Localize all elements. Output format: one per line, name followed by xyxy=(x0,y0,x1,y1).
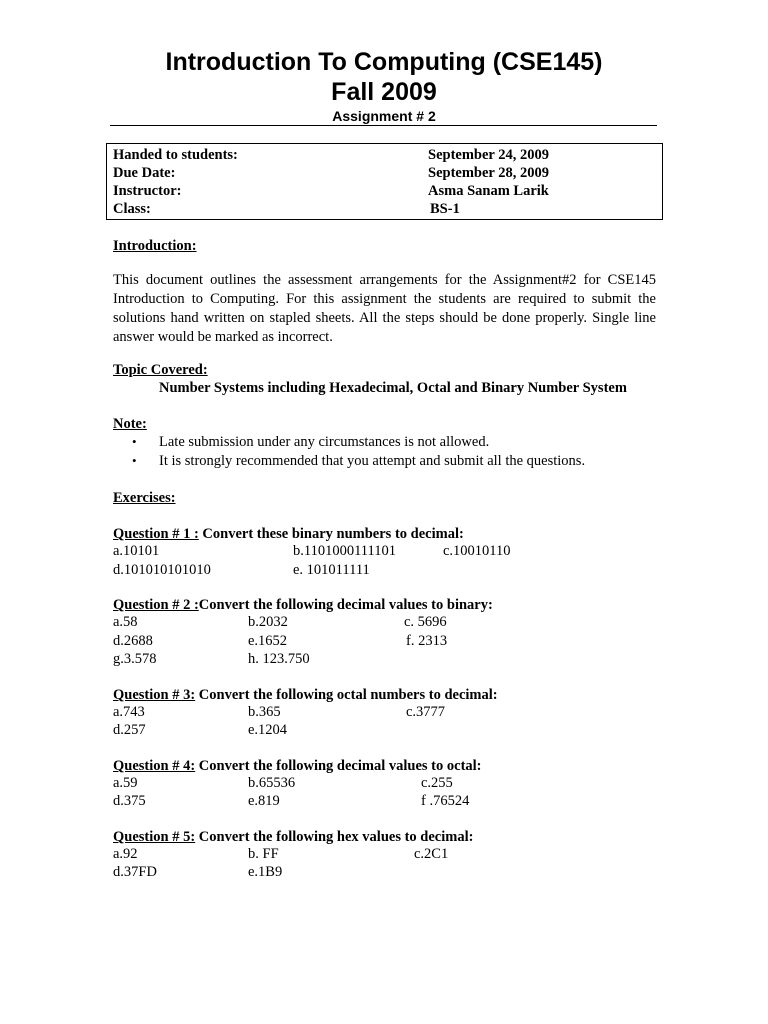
answer-item: e. 101011111 xyxy=(293,562,370,578)
answer-item: a.10101 xyxy=(113,543,160,559)
answer-item: a.58 xyxy=(113,614,138,630)
answer-item: b. FF xyxy=(248,846,279,862)
bullet-icon: • xyxy=(132,434,137,449)
introduction-paragraph: This document outlines the assessment arrangements for the Assignment#2 for CSE145 Introduction to Computing. For this assignment the students are required to submit the solutions hand written on stapled sheets. All the steps should be done properly. Single line answer would be marked as incorrect. xyxy=(113,272,656,345)
question-3 xyxy=(113,686,498,704)
answer-item: e.1B9 xyxy=(248,864,283,880)
introduction-heading: Introduction: xyxy=(113,238,197,254)
answer-item: d.37FD xyxy=(113,864,157,880)
exercises-heading: Exercises: xyxy=(113,490,176,506)
question-2 xyxy=(113,596,493,614)
info-label-instructor: Instructor: xyxy=(113,183,182,199)
question-label: Question # 5: xyxy=(113,829,196,845)
info-value-due: September 28, 2009 xyxy=(428,165,549,181)
question-prompt: Convert the following hex values to decimal: xyxy=(195,829,474,845)
info-value-class: BS-1 xyxy=(430,201,460,217)
note-item-late: Late submission under any circumstances is not allowed. xyxy=(159,434,490,450)
question-label: Question # 3: xyxy=(113,687,196,703)
topic-text: Number Systems including Hexadecimal, Octal and Binary Number System xyxy=(159,380,627,396)
question-prompt: Convert these binary numbers to decimal: xyxy=(198,526,464,542)
topic-heading: Topic Covered: xyxy=(113,362,208,378)
answer-item: c.3777 xyxy=(406,704,446,720)
question-1 xyxy=(113,525,464,543)
info-label-due: Due Date: xyxy=(113,165,176,181)
semester-title: Fall 2009 xyxy=(331,78,437,106)
info-value-handed: September 24, 2009 xyxy=(428,147,549,163)
question-prompt: Convert the following decimal values to binary: xyxy=(198,597,493,613)
answer-item: b.65536 xyxy=(248,775,296,791)
bullet-icon: • xyxy=(132,453,137,468)
answer-item: h. 123.750 xyxy=(248,651,310,667)
answer-item: d.101010101010 xyxy=(113,562,211,578)
answer-item: e.1652 xyxy=(248,633,288,649)
answer-item: f .76524 xyxy=(421,793,470,809)
answer-item: d.257 xyxy=(113,722,146,738)
answer-item: b.1101000111101 xyxy=(293,543,396,559)
answer-item: a.59 xyxy=(113,775,138,791)
question-prompt: Convert the following decimal values to octal: xyxy=(195,758,482,774)
answer-item: c.255 xyxy=(421,775,453,791)
answer-item: d.2688 xyxy=(113,633,153,649)
question-4 xyxy=(113,757,482,775)
question-label: Question # 1 : xyxy=(113,526,199,542)
info-label-class: Class: xyxy=(113,201,151,217)
answer-item: b.2032 xyxy=(248,614,288,630)
note-heading: Note: xyxy=(113,416,147,432)
answer-item: c.2C1 xyxy=(414,846,449,862)
answer-item: e.819 xyxy=(248,793,280,809)
answer-item: e.1204 xyxy=(248,722,288,738)
question-5 xyxy=(113,828,473,846)
header-divider xyxy=(110,125,657,126)
answer-item: d.375 xyxy=(113,793,146,809)
note-item-attempt: It is strongly recommended that you attempt and submit all the questions. xyxy=(159,453,586,469)
answer-item: g.3.578 xyxy=(113,651,157,667)
question-prompt: Convert the following octal numbers to decimal: xyxy=(195,687,498,703)
answer-item: c.10010110 xyxy=(443,543,511,559)
answer-item: b.365 xyxy=(248,704,281,720)
info-value-instructor: Asma Sanam Larik xyxy=(428,183,549,199)
question-label: Question # 4: xyxy=(113,758,196,774)
course-title: Introduction To Computing (CSE145) xyxy=(165,48,603,76)
info-label-handed: Handed to students: xyxy=(113,147,238,163)
answer-item: a.92 xyxy=(113,846,138,862)
answer-item: a.743 xyxy=(113,704,145,720)
answer-item: c. 5696 xyxy=(404,614,447,630)
question-label: Question # 2 : xyxy=(113,597,199,613)
assignment-number: Assignment # 2 xyxy=(332,108,436,124)
answer-item: f. 2313 xyxy=(406,633,448,649)
